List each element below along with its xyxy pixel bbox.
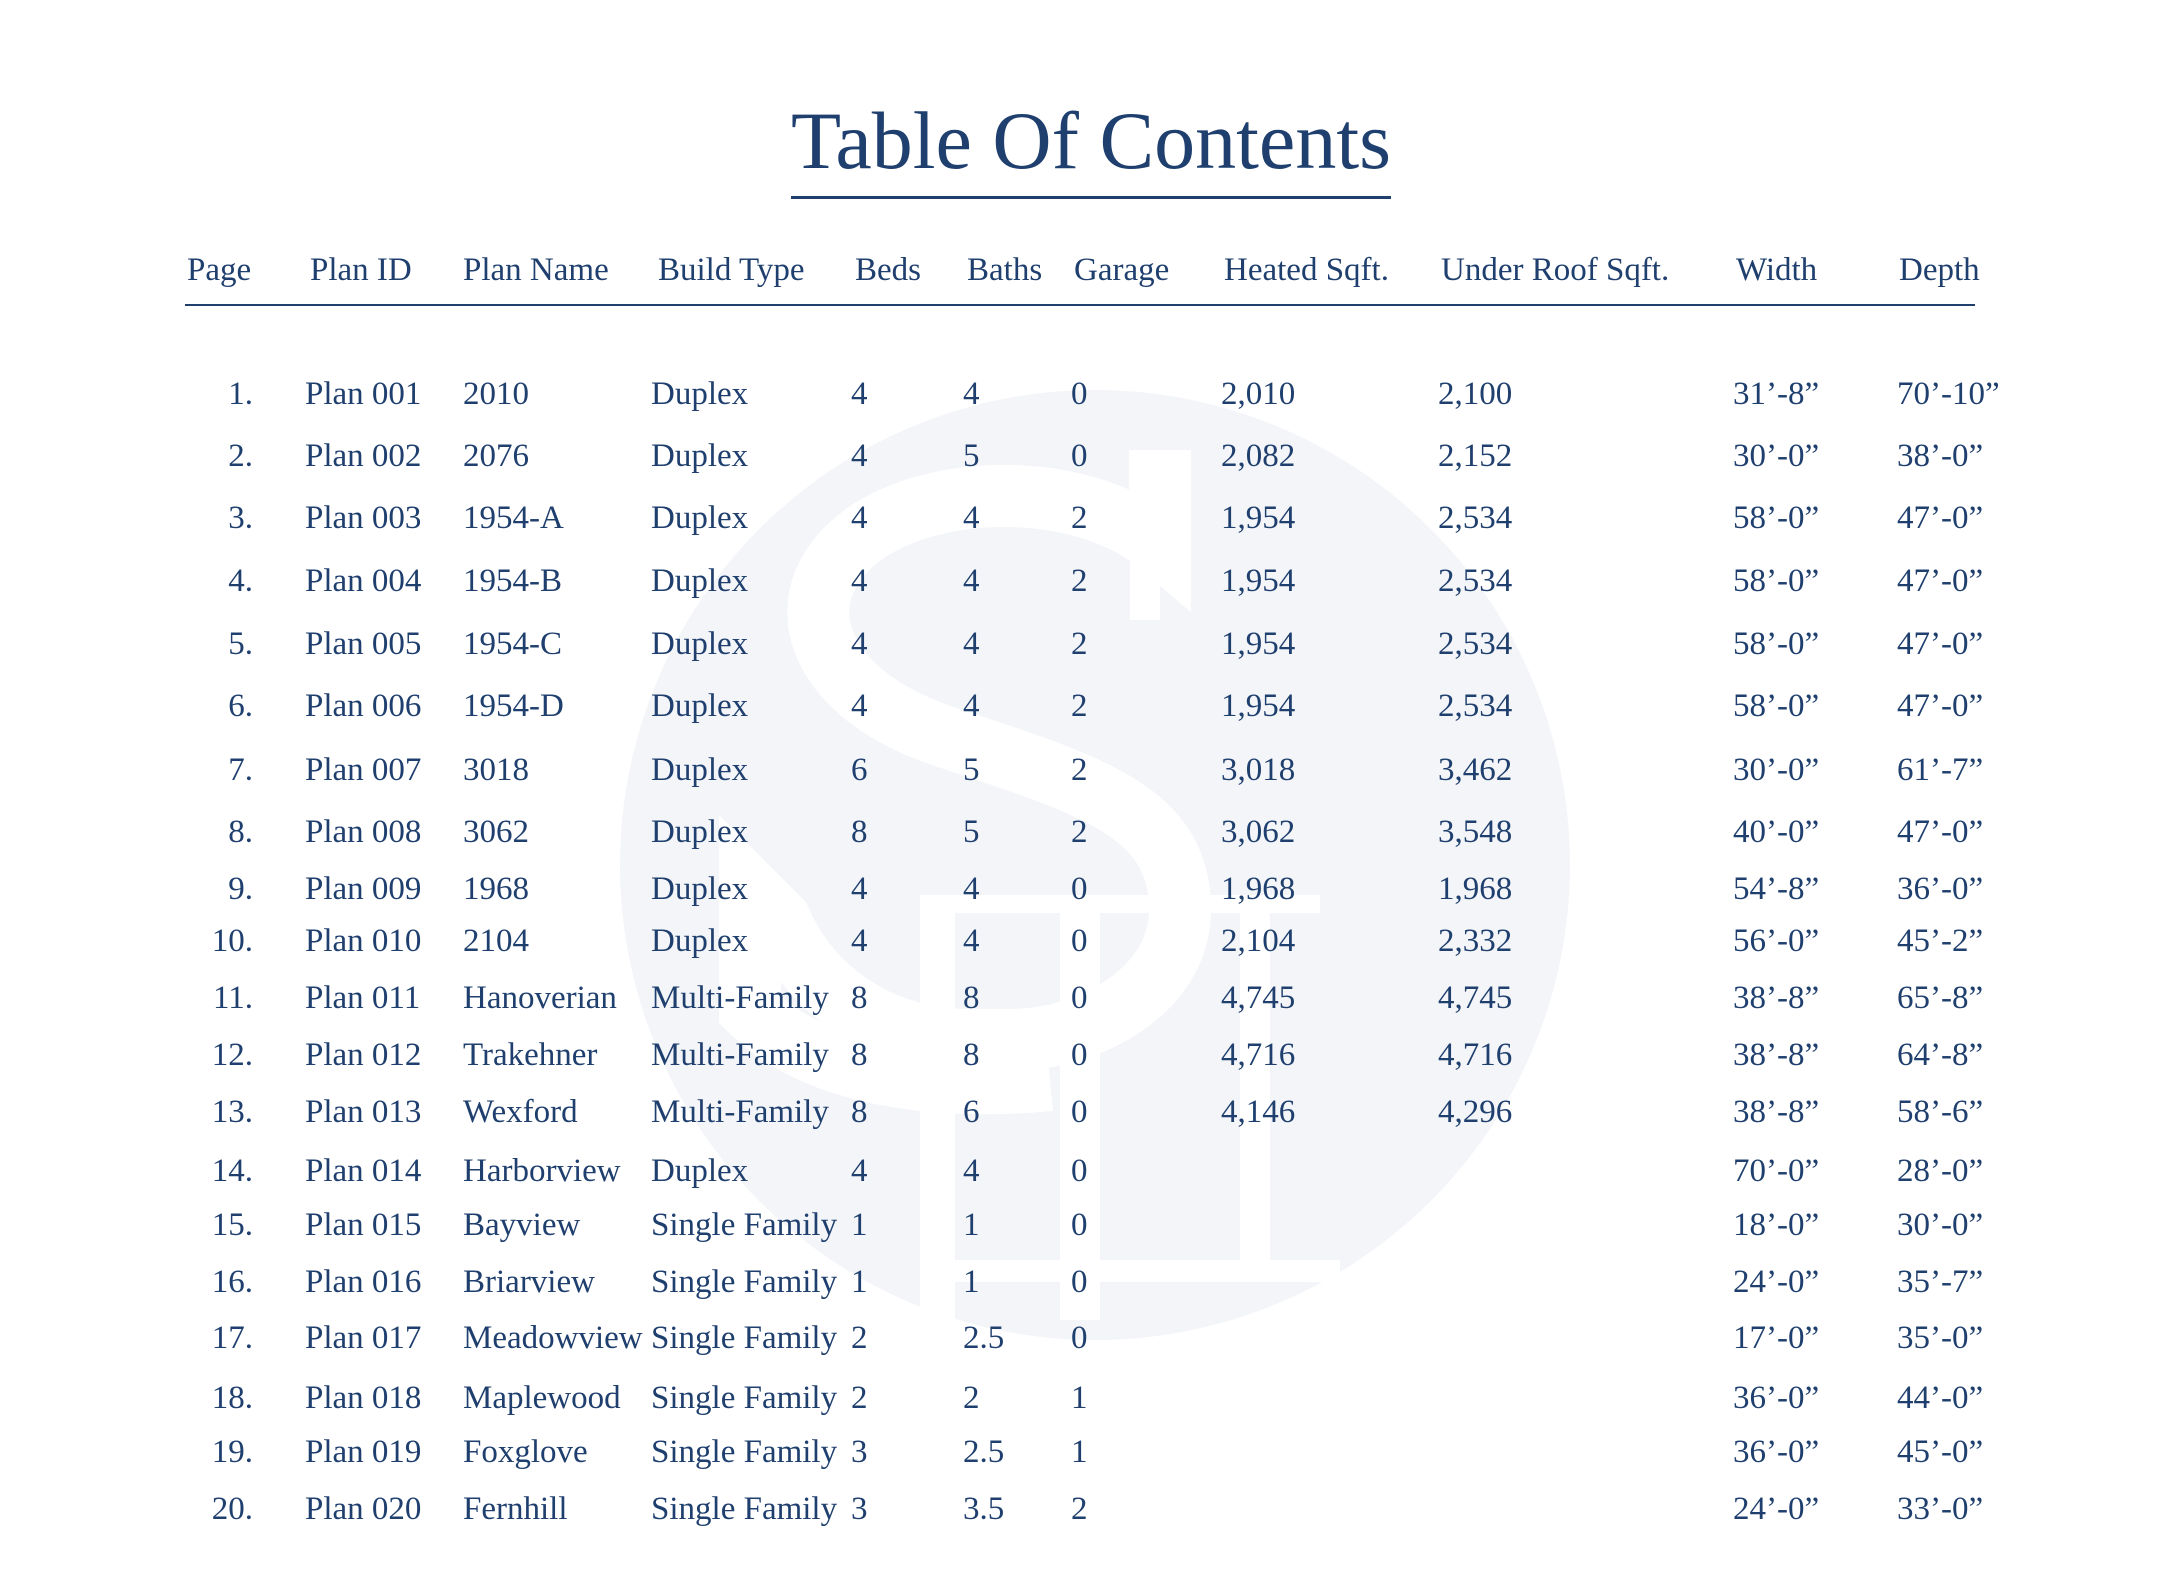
cell-baths: 1: [963, 1264, 980, 1300]
cell-beds: 4: [851, 871, 868, 907]
cell-under-roof-sqft: 3,462: [1438, 752, 1513, 788]
table-row: [185, 500, 1985, 550]
cell-build-type: Single Family: [651, 1380, 838, 1416]
table-row: [185, 1380, 1985, 1430]
cell-baths: 8: [963, 1037, 980, 1073]
table-header-row: [185, 252, 1980, 306]
cell-plan-name: Harborview: [463, 1153, 621, 1189]
cell-beds: 1: [851, 1207, 868, 1243]
cell-depth: 35’-0”: [1897, 1320, 1984, 1356]
cell-heated-sqft: 1,954: [1221, 500, 1296, 536]
cell-page: 16.: [211, 1264, 253, 1300]
cell-width: 18’-0”: [1733, 1207, 1820, 1243]
table-row: [185, 871, 1985, 921]
cell-plan-id: Plan 012: [305, 1037, 422, 1073]
cell-width: 58’-0”: [1733, 688, 1820, 724]
cell-plan-name: Wexford: [463, 1094, 578, 1130]
cell-depth: 47’-0”: [1897, 814, 1984, 850]
cell-plan-name: 2104: [463, 923, 529, 959]
cell-under-roof-sqft: 4,716: [1438, 1037, 1513, 1073]
cell-depth: 35’-7”: [1897, 1264, 1984, 1300]
cell-width: 40’-0”: [1733, 814, 1820, 850]
cell-garage: 0: [1071, 1320, 1088, 1356]
cell-baths: 4: [963, 626, 980, 662]
cell-page: 3.: [228, 500, 253, 536]
cell-width: 31’-8”: [1733, 376, 1820, 412]
table-row: [185, 1264, 1985, 1314]
cell-heated-sqft: 1,954: [1221, 563, 1296, 599]
header-heated-sqft: Heated Sqft.: [1224, 252, 1389, 288]
cell-plan-id: Plan 008: [305, 814, 422, 850]
cell-baths: 2.5: [963, 1434, 1005, 1470]
cell-plan-name: Meadowview: [463, 1320, 643, 1356]
cell-under-roof-sqft: 2,534: [1438, 626, 1513, 662]
table-row: [185, 376, 2000, 426]
cell-garage: 2: [1071, 500, 1088, 536]
cell-plan-id: Plan 013: [305, 1094, 422, 1130]
table-row: [185, 752, 1985, 802]
cell-width: 56’-0”: [1733, 923, 1820, 959]
cell-page: 2.: [228, 438, 253, 474]
cell-plan-name: 2010: [463, 376, 529, 412]
cell-heated-sqft: 1,954: [1221, 688, 1296, 724]
cell-baths: 4: [963, 688, 980, 724]
cell-beds: 3: [851, 1491, 868, 1527]
cell-plan-id: Plan 010: [305, 923, 422, 959]
cell-width: 17’-0”: [1733, 1320, 1820, 1356]
cell-beds: 4: [851, 626, 868, 662]
cell-build-type: Multi-Family: [651, 1037, 829, 1073]
cell-garage: 0: [1071, 980, 1088, 1016]
cell-plan-id: Plan 015: [305, 1207, 422, 1243]
cell-baths: 4: [963, 871, 980, 907]
cell-under-roof-sqft: 3,548: [1438, 814, 1513, 850]
cell-garage: 0: [1071, 1037, 1088, 1073]
cell-plan-name: Trakehner: [463, 1037, 598, 1073]
cell-build-type: Multi-Family: [651, 980, 829, 1016]
cell-depth: 47’-0”: [1897, 500, 1984, 536]
cell-plan-id: Plan 002: [305, 438, 422, 474]
cell-plan-id: Plan 009: [305, 871, 422, 907]
cell-page: 14.: [211, 1153, 253, 1189]
cell-plan-name: Maplewood: [463, 1380, 621, 1416]
cell-width: 24’-0”: [1733, 1264, 1820, 1300]
cell-garage: 0: [1071, 871, 1088, 907]
page-title: [0, 95, 2182, 199]
cell-page: 12.: [211, 1037, 253, 1073]
cell-baths: 2: [963, 1380, 980, 1416]
cell-width: 30’-0”: [1733, 752, 1820, 788]
cell-baths: 1: [963, 1207, 980, 1243]
cell-beds: 2: [851, 1320, 868, 1356]
cell-under-roof-sqft: 4,296: [1438, 1094, 1513, 1130]
cell-garage: 2: [1071, 688, 1088, 724]
cell-depth: 58’-6”: [1897, 1094, 1984, 1130]
cell-plan-id: Plan 014: [305, 1153, 422, 1189]
table-row: [185, 1037, 1985, 1087]
cell-baths: 4: [963, 563, 980, 599]
cell-width: 38’-8”: [1733, 980, 1820, 1016]
cell-beds: 4: [851, 500, 868, 536]
cell-page: 17.: [211, 1320, 253, 1356]
cell-garage: 2: [1071, 752, 1088, 788]
cell-plan-id: Plan 001: [305, 376, 422, 412]
cell-baths: 5: [963, 438, 980, 474]
page-title-text: Table Of Contents: [791, 100, 1391, 199]
cell-depth: 30’-0”: [1897, 1207, 1984, 1243]
cell-baths: 3.5: [963, 1491, 1005, 1527]
table-row: [185, 1491, 1985, 1541]
header-garage: Garage: [1074, 252, 1170, 288]
cell-width: 36’-0”: [1733, 1380, 1820, 1416]
cell-width: 58’-0”: [1733, 500, 1820, 536]
cell-build-type: Duplex: [651, 923, 749, 959]
table-row: [185, 438, 1985, 488]
cell-under-roof-sqft: 2,152: [1438, 438, 1513, 474]
cell-under-roof-sqft: 2,534: [1438, 563, 1513, 599]
cell-build-type: Duplex: [651, 626, 749, 662]
table-row: [185, 563, 1985, 613]
cell-baths: 8: [963, 980, 980, 1016]
cell-under-roof-sqft: 4,745: [1438, 980, 1513, 1016]
cell-page: 19.: [211, 1434, 253, 1470]
cell-beds: 8: [851, 1094, 868, 1130]
cell-under-roof-sqft: 1,968: [1438, 871, 1513, 907]
cell-plan-id: Plan 004: [305, 563, 422, 599]
cell-build-type: Duplex: [651, 563, 749, 599]
cell-depth: 70’-10”: [1897, 376, 2000, 412]
cell-garage: 0: [1071, 1153, 1088, 1189]
table-row: [185, 1153, 1985, 1203]
cell-heated-sqft: 2,082: [1221, 438, 1296, 474]
cell-plan-name: Briarview: [463, 1264, 595, 1300]
cell-plan-name: 2076: [463, 438, 529, 474]
cell-heated-sqft: 3,018: [1221, 752, 1296, 788]
cell-heated-sqft: 1,954: [1221, 626, 1296, 662]
cell-build-type: Single Family: [651, 1264, 838, 1300]
cell-baths: 4: [963, 500, 980, 536]
cell-page: 7.: [228, 752, 253, 788]
cell-beds: 4: [851, 438, 868, 474]
cell-page: 18.: [211, 1380, 253, 1416]
cell-build-type: Single Family: [651, 1434, 838, 1470]
header-under-roof-sqft: Under Roof Sqft.: [1441, 252, 1670, 288]
cell-width: 58’-0”: [1733, 626, 1820, 662]
table-row: [185, 1207, 1985, 1257]
cell-under-roof-sqft: 2,534: [1438, 500, 1513, 536]
cell-garage: 0: [1071, 923, 1088, 959]
cell-heated-sqft: 4,716: [1221, 1037, 1296, 1073]
cell-build-type: Single Family: [651, 1320, 838, 1356]
table-row: [185, 1320, 1985, 1370]
cell-garage: 2: [1071, 814, 1088, 850]
cell-garage: 0: [1071, 438, 1088, 474]
cell-plan-name: Foxglove: [463, 1434, 588, 1470]
cell-depth: 61’-7”: [1897, 752, 1984, 788]
cell-width: 38’-8”: [1733, 1037, 1820, 1073]
cell-plan-id: Plan 019: [305, 1434, 422, 1470]
cell-beds: 8: [851, 980, 868, 1016]
cell-page: 10.: [211, 923, 253, 959]
cell-baths: 6: [963, 1094, 980, 1130]
cell-plan-id: Plan 011: [305, 980, 421, 1016]
cell-baths: 4: [963, 1153, 980, 1189]
cell-page: 5.: [228, 626, 253, 662]
cell-plan-id: Plan 016: [305, 1264, 422, 1300]
cell-plan-name: 1954-D: [463, 688, 564, 724]
cell-page: 6.: [228, 688, 253, 724]
cell-plan-name: 1954-B: [463, 563, 562, 599]
cell-page: 1.: [228, 376, 253, 412]
cell-depth: 47’-0”: [1897, 626, 1984, 662]
cell-beds: 8: [851, 814, 868, 850]
cell-build-type: Duplex: [651, 688, 749, 724]
cell-depth: 36’-0”: [1897, 871, 1984, 907]
cell-depth: 44’-0”: [1897, 1380, 1984, 1416]
cell-depth: 47’-0”: [1897, 563, 1984, 599]
table-row: [185, 626, 1985, 676]
cell-width: 58’-0”: [1733, 563, 1820, 599]
cell-plan-name: 1954-C: [463, 626, 562, 662]
cell-plan-id: Plan 006: [305, 688, 422, 724]
cell-under-roof-sqft: 2,534: [1438, 688, 1513, 724]
cell-width: 36’-0”: [1733, 1434, 1820, 1470]
cell-width: 30’-0”: [1733, 438, 1820, 474]
cell-width: 54’-8”: [1733, 871, 1820, 907]
cell-garage: 0: [1071, 1094, 1088, 1130]
cell-heated-sqft: 4,745: [1221, 980, 1296, 1016]
cell-beds: 2: [851, 1380, 868, 1416]
cell-garage: 0: [1071, 1264, 1088, 1300]
cell-page: 20.: [211, 1491, 253, 1527]
cell-width: 24’-0”: [1733, 1491, 1820, 1527]
cell-under-roof-sqft: 2,332: [1438, 923, 1513, 959]
header-page: Page: [187, 252, 252, 288]
cell-build-type: Single Family: [651, 1207, 838, 1243]
cell-beds: 3: [851, 1434, 868, 1470]
cell-build-type: Multi-Family: [651, 1094, 829, 1130]
cell-beds: 8: [851, 1037, 868, 1073]
cell-plan-id: Plan 003: [305, 500, 422, 536]
cell-build-type: Duplex: [651, 438, 749, 474]
header-plan-name: Plan Name: [463, 252, 609, 288]
cell-garage: 2: [1071, 563, 1088, 599]
table-row: [185, 1434, 1985, 1484]
cell-page: 13.: [211, 1094, 253, 1130]
cell-page: 8.: [228, 814, 253, 850]
cell-plan-name: 1954-A: [463, 500, 564, 536]
table-row: [185, 980, 1985, 1030]
cell-page: 11.: [212, 980, 253, 1016]
cell-beds: 4: [851, 688, 868, 724]
header-depth: Depth: [1899, 252, 1980, 288]
cell-beds: 6: [851, 752, 868, 788]
cell-depth: 33’-0”: [1897, 1491, 1984, 1527]
cell-heated-sqft: 2,010: [1221, 376, 1296, 412]
cell-garage: 1: [1071, 1434, 1088, 1470]
cell-depth: 38’-0”: [1897, 438, 1984, 474]
cell-under-roof-sqft: 2,100: [1438, 376, 1513, 412]
cell-build-type: Duplex: [651, 500, 749, 536]
cell-page: 4.: [228, 563, 253, 599]
cell-depth: 28’-0”: [1897, 1153, 1984, 1189]
header-width: Width: [1736, 252, 1818, 288]
cell-depth: 47’-0”: [1897, 688, 1984, 724]
cell-baths: 5: [963, 752, 980, 788]
cell-plan-name: Hanoverian: [463, 980, 617, 1016]
header-plan-id: Plan ID: [310, 252, 412, 288]
cell-garage: 2: [1071, 1491, 1088, 1527]
cell-plan-id: Plan 020: [305, 1491, 422, 1527]
cell-beds: 4: [851, 923, 868, 959]
cell-garage: 2: [1071, 626, 1088, 662]
cell-baths: 4: [963, 376, 980, 412]
cell-beds: 4: [851, 563, 868, 599]
cell-plan-name: Fernhill: [463, 1491, 568, 1527]
cell-heated-sqft: 2,104: [1221, 923, 1296, 959]
cell-baths: 5: [963, 814, 980, 850]
cell-garage: 0: [1071, 376, 1088, 412]
table-row: [185, 923, 1985, 973]
cell-plan-name: 3062: [463, 814, 529, 850]
table-row: [185, 688, 1985, 738]
cell-page: 15.: [211, 1207, 253, 1243]
cell-plan-name: Bayview: [463, 1207, 581, 1243]
cell-beds: 4: [851, 376, 868, 412]
cell-build-type: Single Family: [651, 1491, 838, 1527]
cell-build-type: Duplex: [651, 814, 749, 850]
cell-build-type: Duplex: [651, 376, 749, 412]
cell-garage: 1: [1071, 1380, 1088, 1416]
cell-plan-id: Plan 007: [305, 752, 422, 788]
cell-beds: 4: [851, 1153, 868, 1189]
cell-plan-name: 1968: [463, 871, 529, 907]
cell-depth: 45’-0”: [1897, 1434, 1984, 1470]
cell-depth: 64’-8”: [1897, 1037, 1984, 1073]
header-beds: Beds: [855, 252, 921, 288]
cell-beds: 1: [851, 1264, 868, 1300]
contents-table: [185, 252, 2000, 1527]
cell-plan-id: Plan 005: [305, 626, 422, 662]
cell-depth: 45’-2”: [1897, 923, 1984, 959]
cell-heated-sqft: 4,146: [1221, 1094, 1296, 1130]
cell-heated-sqft: 3,062: [1221, 814, 1296, 850]
cell-baths: 4: [963, 923, 980, 959]
cell-garage: 0: [1071, 1207, 1088, 1243]
cell-build-type: Duplex: [651, 871, 749, 907]
cell-page: 9.: [228, 871, 253, 907]
table-row: [185, 1094, 1985, 1144]
cell-depth: 65’-8”: [1897, 980, 1984, 1016]
cell-heated-sqft: 1,968: [1221, 871, 1296, 907]
cell-baths: 2.5: [963, 1320, 1005, 1356]
header-baths: Baths: [967, 252, 1043, 288]
header-build-type: Build Type: [658, 252, 805, 288]
cell-plan-name: 3018: [463, 752, 529, 788]
cell-build-type: Duplex: [651, 752, 749, 788]
table-row: [185, 814, 1985, 864]
cell-plan-id: Plan 018: [305, 1380, 422, 1416]
cell-width: 70’-0”: [1733, 1153, 1820, 1189]
cell-width: 38’-8”: [1733, 1094, 1820, 1130]
cell-plan-id: Plan 017: [305, 1320, 422, 1356]
cell-build-type: Duplex: [651, 1153, 749, 1189]
